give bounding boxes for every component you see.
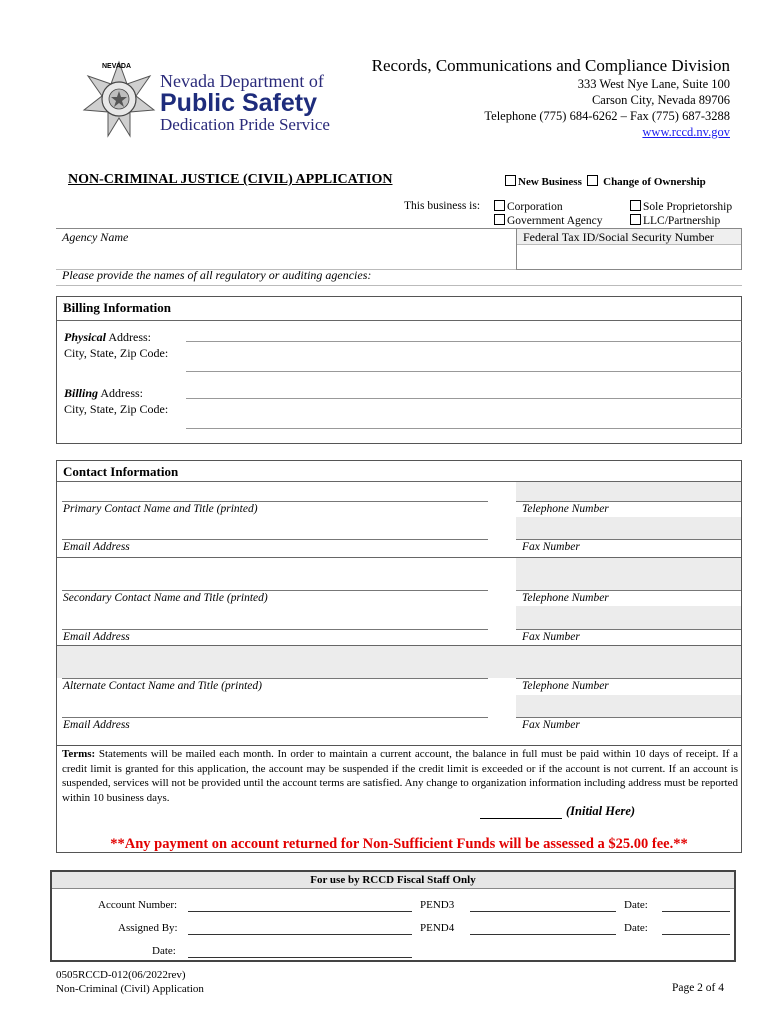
account-number-field[interactable]	[188, 911, 412, 912]
new-business-label: New Business	[518, 176, 582, 188]
primary-email-label: Email Address	[63, 541, 130, 553]
physical-address-field[interactable]	[186, 341, 742, 342]
alternate-email-label: Email Address	[63, 719, 130, 731]
billing-address-label: Billing Address:	[64, 386, 144, 400]
form-title: NON-CRIMINAL JUSTICE (CIVIL) APPLICATION	[68, 172, 393, 187]
secondary-phone-field[interactable]	[516, 558, 741, 590]
dept-line2: Public Safety	[160, 89, 317, 117]
phone-line: Telephone (775) 684-6262 – Fax (775) 687-3288	[484, 109, 730, 123]
pend3-label: PEND3	[420, 899, 455, 911]
address-line1: 333 West Nye Lane, Suite 100	[577, 77, 730, 91]
primary-email-field[interactable]	[62, 539, 488, 540]
alternate-name-field[interactable]	[57, 646, 741, 678]
corporation-label: Corporation	[507, 201, 563, 213]
alternate-name-rule	[62, 678, 488, 679]
physical-csz-label: City, State, Zip Code:	[64, 346, 169, 360]
division-name: Records, Communications and Compliance Division	[371, 56, 730, 75]
regulatory-agencies-label: Please provide the names of all regulatory or auditing agencies:	[62, 268, 372, 282]
pend3-date-label: Date:	[624, 899, 648, 911]
billing-csz-field[interactable]	[186, 428, 742, 429]
billing-section	[56, 296, 742, 444]
corporation-checkbox[interactable]	[494, 200, 505, 211]
dps-badge-logo	[80, 60, 158, 138]
nsf-fee-notice: **Any payment on account returned for Non-Sufficient Funds will be assessed a $25.00 fee.**	[110, 836, 688, 852]
terms-text: Terms: Statements will be mailed each month. In order to maintain a current account, the balance in full must be paid within 10 days of receipt. If a credit limit is granted for this application, the account may be suspended if the credit limit is exceeded or if the account is not current. If an account is suspended, services will not be provided until the account terms are satisfied. Any change to organization information including address must be reported within 10 business days.	[62, 748, 738, 804]
fiscal-date-field[interactable]	[188, 957, 412, 958]
secondary-contact-label: Secondary Contact Name and Title (printed)	[63, 592, 268, 604]
initial-field[interactable]	[480, 818, 562, 819]
dept-line1: Nevada Department of	[160, 71, 324, 91]
billing-separator	[57, 320, 741, 321]
division-contact-block	[372, 56, 730, 140]
sole-prop-checkbox[interactable]	[630, 200, 641, 211]
sole-prop-label: Sole Proprietorship	[643, 201, 733, 213]
primary-name-field[interactable]	[62, 501, 488, 502]
physical-csz-field[interactable]	[186, 371, 742, 372]
application-type	[505, 175, 706, 188]
pend3-date-field[interactable]	[662, 911, 730, 912]
pend4-date-field[interactable]	[662, 934, 730, 935]
secondary-fax-label: Fax Number	[522, 631, 580, 643]
alternate-phone-rule	[516, 678, 741, 679]
page-number: Page 2 of 4	[671, 982, 724, 994]
change-ownership-label: Change of Ownership	[603, 176, 706, 188]
billing-address-field[interactable]	[186, 398, 742, 399]
website-link[interactable]: www.rccd.nv.gov	[642, 125, 730, 139]
government-agency-checkbox[interactable]	[494, 214, 505, 225]
alternate-contact-label: Alternate Contact Name and Title (printed)	[63, 680, 262, 692]
secondary-email-field[interactable]	[62, 629, 488, 630]
new-business-checkbox[interactable]	[505, 175, 516, 186]
form-footer	[56, 968, 204, 996]
alternate-email-field[interactable]	[62, 717, 488, 718]
pend4-date-label: Date:	[624, 922, 648, 934]
business-type-col1	[494, 200, 603, 228]
agency-name-label: Agency Name	[62, 230, 129, 244]
initial-label: (Initial Here)	[566, 804, 636, 818]
alternate-fax-label: Fax Number	[522, 719, 580, 731]
account-number-label: Account Number:	[98, 899, 178, 911]
business-type-col2	[630, 200, 732, 228]
secondary-phone-rule	[516, 590, 741, 591]
primary-phone-field[interactable]	[516, 482, 741, 501]
dept-line3: Dedication Pride Service	[160, 115, 330, 134]
assigned-by-label: Assigned By:	[118, 922, 178, 934]
secondary-name-field[interactable]	[62, 590, 488, 591]
alternate-fax-rule	[516, 717, 741, 718]
billing-csz-label: City, State, Zip Code:	[64, 402, 169, 416]
physical-address-label: Physical Address:	[64, 330, 151, 344]
pend4-field[interactable]	[470, 934, 616, 935]
address-line2: Carson City, Nevada 89706	[591, 93, 730, 107]
fein-field[interactable]	[516, 228, 742, 270]
government-agency-label: Government Agency	[507, 215, 603, 227]
primary-phone-rule	[516, 501, 741, 502]
change-ownership-checkbox[interactable]	[587, 175, 598, 186]
business-type-label: This business is:	[404, 200, 481, 212]
fiscal-heading: For use by RCCD Fiscal Staff Only	[52, 872, 734, 889]
dept-name	[160, 72, 340, 134]
assigned-by-field[interactable]	[188, 934, 412, 935]
fein-label: Federal Tax ID/Social Security Number	[517, 229, 741, 245]
contact-heading: Contact Information	[63, 464, 179, 479]
primary-fax-field[interactable]	[516, 517, 741, 539]
secondary-email-label: Email Address	[63, 631, 130, 643]
primary-fax-rule	[516, 539, 741, 540]
secondary-fax-field[interactable]	[516, 606, 741, 629]
primary-fax-label: Fax Number	[522, 541, 580, 553]
alternate-phone-label: Telephone Number	[522, 680, 609, 692]
fiscal-date-label: Date:	[152, 945, 176, 957]
llc-label: LLC/Partnership	[643, 215, 721, 227]
alternate-fax-field[interactable]	[516, 695, 741, 717]
billing-heading: Billing Information	[63, 300, 171, 315]
pend3-field[interactable]	[470, 911, 616, 912]
llc-checkbox[interactable]	[630, 214, 641, 225]
primary-contact-label: Primary Contact Name and Title (printed)	[63, 503, 258, 515]
regulatory-rule	[56, 285, 742, 286]
secondary-phone-label: Telephone Number	[522, 592, 609, 604]
form-code: 0505RCCD-012(06/2022rev)	[56, 969, 186, 981]
badge-text-top: NEVADA	[102, 63, 132, 70]
pend4-label: PEND4	[420, 922, 455, 934]
primary-phone-label: Telephone Number	[522, 503, 609, 515]
secondary-fax-rule	[516, 629, 741, 630]
form-name: Non-Criminal (Civil) Application	[56, 983, 204, 995]
